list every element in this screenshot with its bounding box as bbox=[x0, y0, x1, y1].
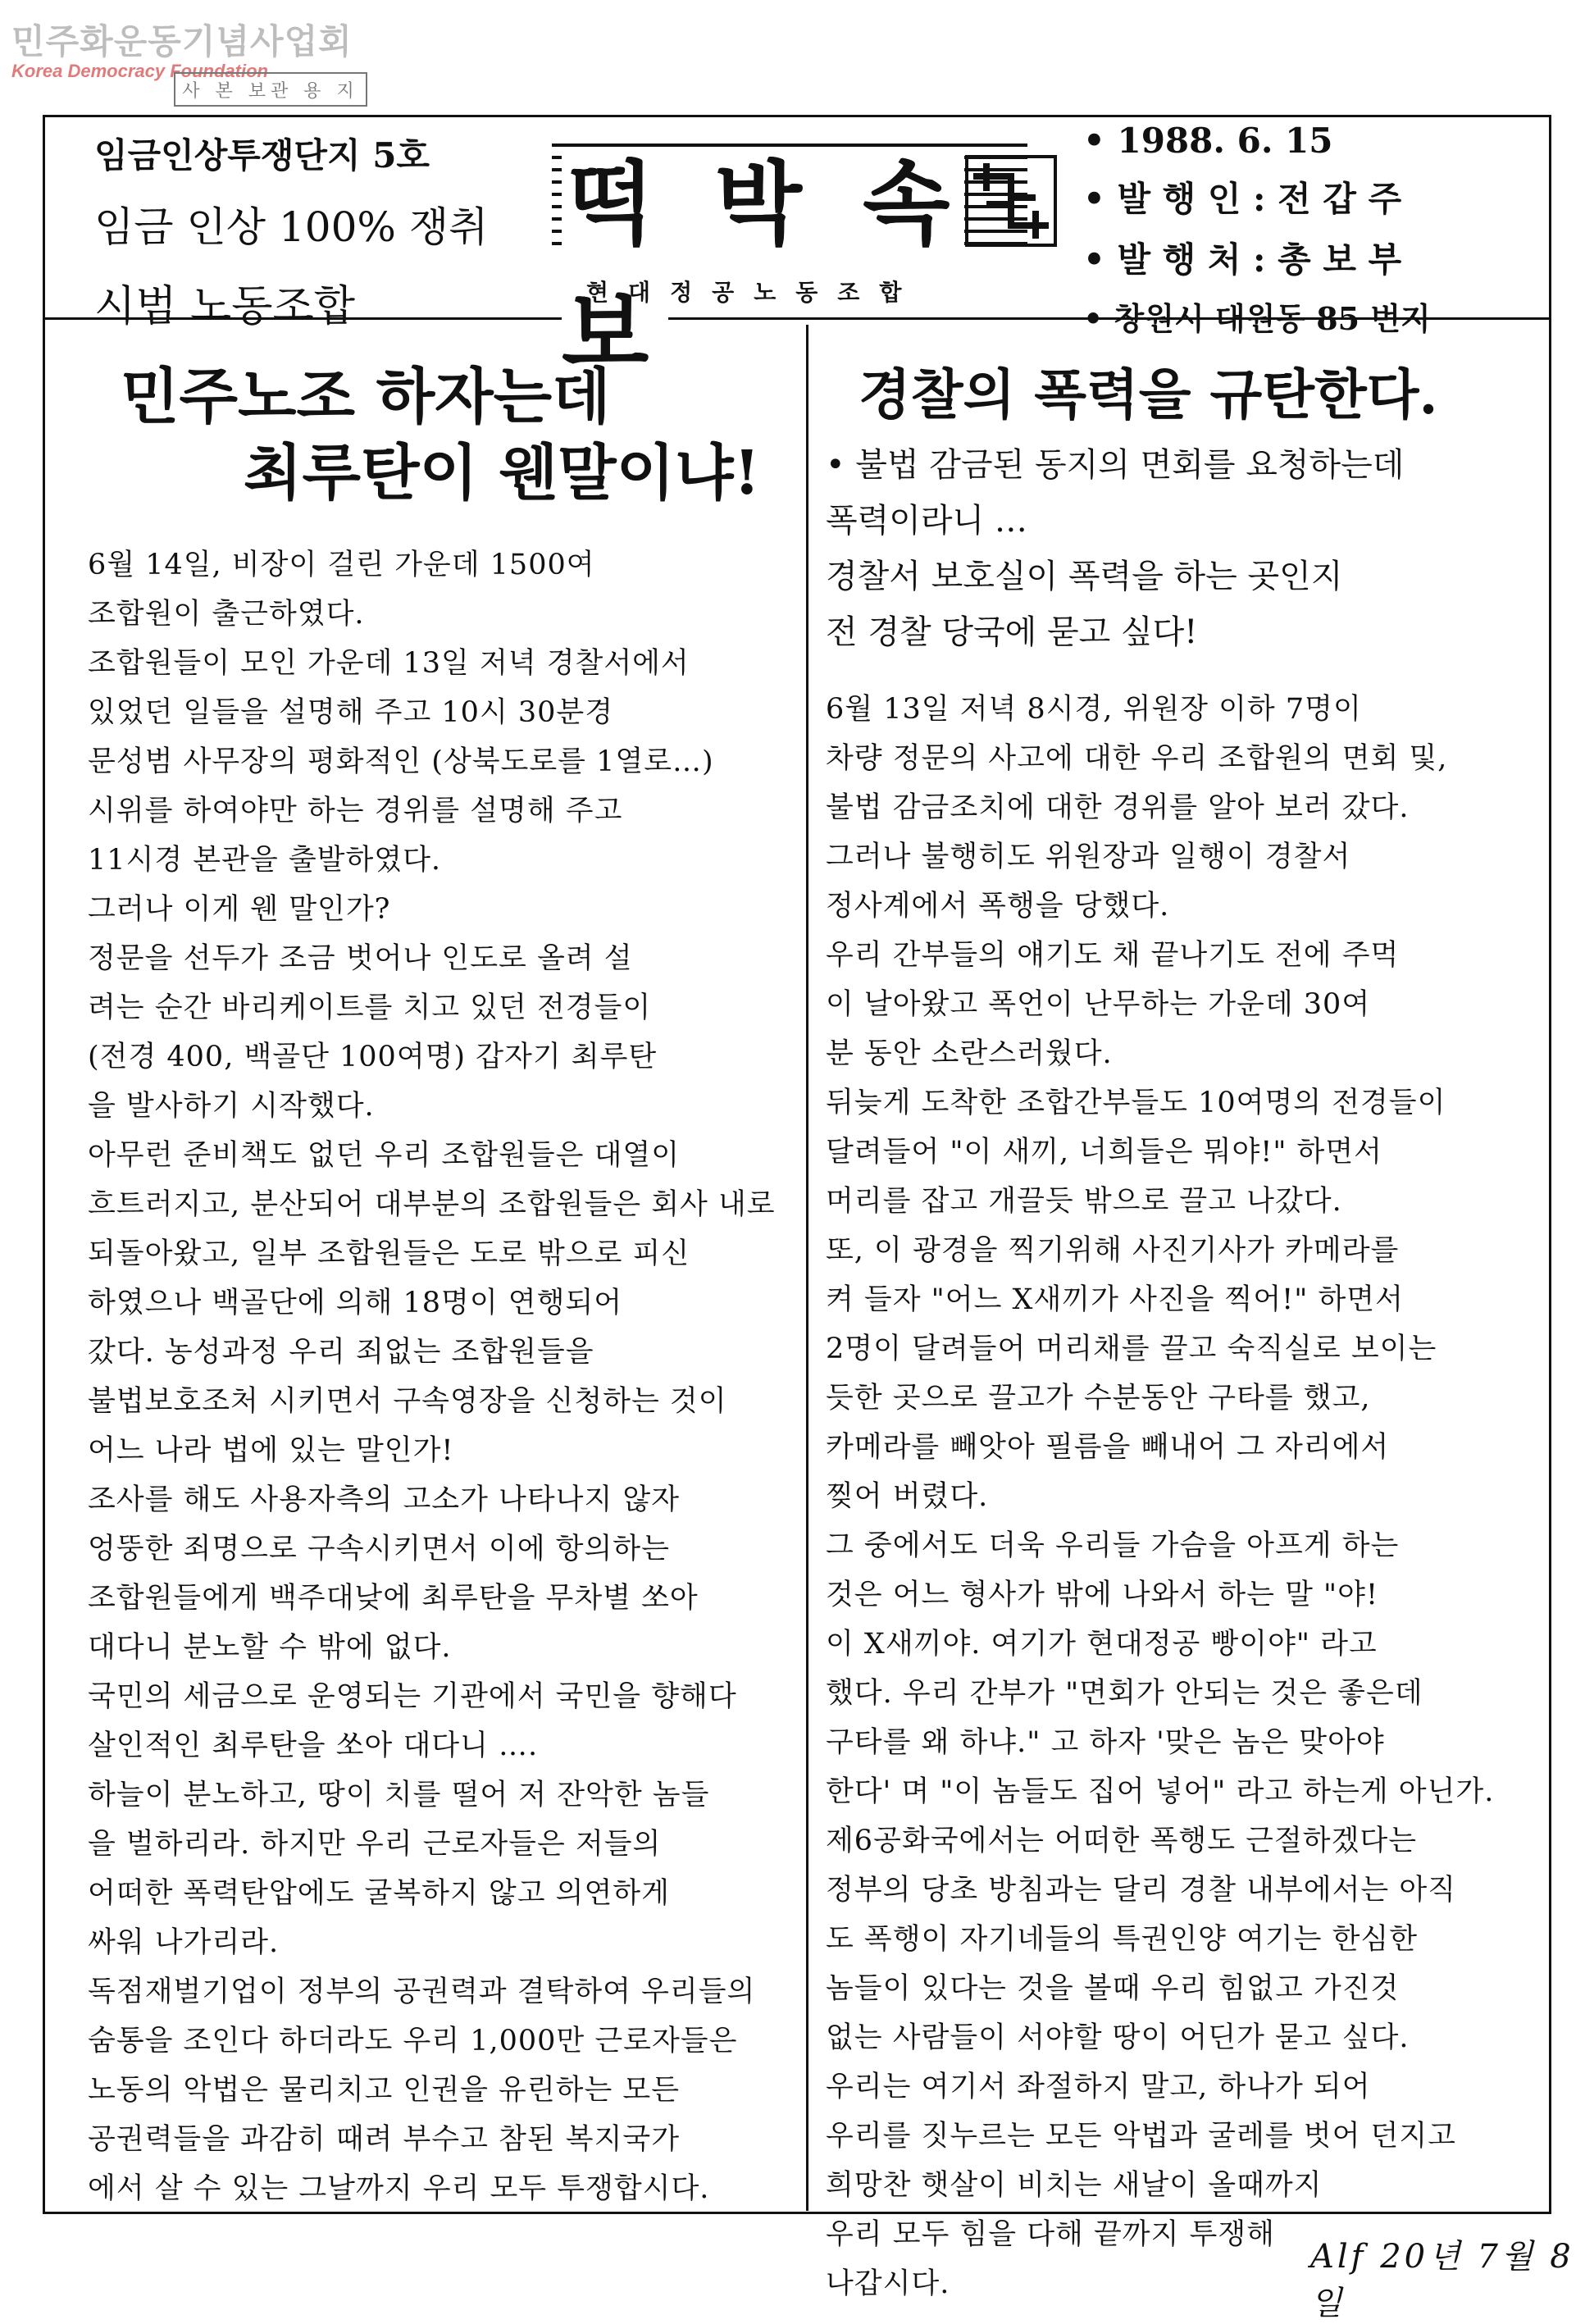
address: 창원시 대원동 85 번지 bbox=[1114, 300, 1431, 337]
publishing-office-row: • 발 행 처 : 총 보 부 bbox=[1083, 239, 1402, 280]
right-paragraph: 제6공화국에서는 어떠한 폭행도 근절하겠다는 정부의 당초 방침과는 달리 경찰 내부에서는 아직 도 폭행이 자기네들의 특권인양 여기는 한심한 놈들이 있다는 것을 볼때 우리 힘없고 가진것 없는 사람들이 서야할 땅이 어딘가 묻고 싶다. bbox=[826, 1825, 1456, 2054]
left-article bbox=[88, 359, 809, 2213]
left-headline-line1: 민주노조 하자는데 bbox=[121, 362, 611, 432]
right-paragraph: 또, 이 광경을 찍기위해 사진기사가 카메라를 켜 들자 "어느 X새끼가 사진을 찍어!" 하면서 2명이 달려들어 머리채를 끌고 숙직실로 보이는 듯한 곳으로 끌고가 수분동안 구타를 했고, 카메라를 빼앗아 필름을 빼내어 그 자리에서 찢어 버렸다. bbox=[826, 1234, 1437, 1513]
publisher: 발 행 인 : 전 갑 주 bbox=[1117, 179, 1402, 219]
right-headline: 경찰의 폭력을 규탄한다. bbox=[859, 362, 1438, 426]
right-subhead: • 불법 감금된 동지의 면회를 요청하는데 bbox=[826, 446, 1405, 484]
linked-hands-logo-icon bbox=[962, 152, 1060, 250]
archive-stamp: 사 본 보관 용 지 bbox=[174, 72, 367, 107]
publisher-row: • 발 행 인 : 전 갑 주 bbox=[1083, 179, 1402, 219]
right-paragraph: 뒤늦게 도착한 조합간부들도 10여명의 전경들이 달려들어 "이 새끼, 너희들은 뭐야!" 하면서 머리를 잡고 개끌듯 밖으로 끌고 나갔다. bbox=[826, 1087, 1446, 1218]
right-subhead: 전 경찰 당국에 묻고 싶다! bbox=[826, 613, 1198, 651]
right-paragraph: 6월 13일 저녁 8시경, 위원장 이하 7명이 차량 정문의 사고에 대한 우리 조합원의 면회 및, 불법 감금조치에 대한 경위를 알아 보러 갔다. 그러나 불행히도 위원장과 일행이 경찰서 정사계에서 폭행을 당했다. bbox=[826, 693, 1448, 923]
masthead-left bbox=[94, 129, 553, 333]
handwritten-signature: Alf 20년 7월 8일 bbox=[1310, 2238, 1574, 2322]
left-paragraph: 조사를 해도 사용자측의 고소가 나타나지 않자 엉뚱한 죄명으로 구속시키면서 이에 항의하는 조합원들에게 백주대낮에 최루탄을 무차별 쏘아 대다니 분노할 수 밖에 없다. bbox=[88, 1483, 699, 1664]
right-subhead: 폭력이라니 … bbox=[826, 502, 1027, 540]
left-paragraph: 조합원들이 모인 가운데 13일 저녁 경찰서에서 있었던 일들을 설명해 주고 10시 30분경 문성범 사무장의 평화적인 (상북도로를 1열로…) 시위를 하여야만 하는 경위를 설명해 주고 11시경 본관을 출발하였다. bbox=[88, 647, 714, 877]
left-paragraph: 국민의 세금으로 운영되는 기관에서 국민을 향해다 살인적인 최루탄을 쏘아 대다니 …. bbox=[88, 1680, 737, 1762]
masthead-slogan: 임금 인상 100% 쟁취 bbox=[94, 203, 489, 251]
right-paragraph: 우리 간부들의 얘기도 채 끝나기도 전에 주먹 이 날아왔고 폭언이 난무하는 가운데 30여 분 동안 소란스러웠다. bbox=[826, 939, 1400, 1070]
issue-date-row: • 1988. 6. 15 bbox=[1083, 121, 1333, 161]
right-paragraph: 우리는 여기서 좌절하지 말고, 하나가 되어 우리를 짓누르는 모든 악법과 굴레를 벗어 던지고 희망찬 햇살이 비치는 새날이 올때까지 우리 모두 힘을 다해 끝까지 투쟁해 나갑시다. bbox=[826, 2071, 1456, 2300]
masthead-union-name: 시범 노동조합 bbox=[94, 282, 355, 331]
masthead bbox=[43, 115, 1551, 386]
left-paragraph: 아무런 준비책도 없던 우리 조합원들은 대열이 흐트러지고, 분산되어 대부분의 조합원들은 회사 내로 되돌아왔고, 일부 조합원들은 도로 밖으로 피신 하였으나 백골단에 의해 18명이 연행되어 갔다. 농성과정 우리 죄없는 조합원들을 불법보호조처 시키면서 구속영장을 신청하는 것이 어느 나라 법에 있는 말인가! bbox=[88, 1139, 776, 1467]
right-article bbox=[826, 351, 1539, 2308]
right-subhead: 경찰서 보호실이 폭력을 하는 곳인지 bbox=[826, 558, 1343, 595]
masthead-subtitle: 임금인상투쟁단지 5호 bbox=[94, 135, 430, 175]
publishing-office: 발 행 처 : 총 보 부 bbox=[1117, 239, 1402, 280]
left-paragraph: 하늘이 분노하고, 땅이 치를 떨어 저 잔악한 놈들 을 벌하리라. 하지만 우리 근로자들은 저들의 어떠한 폭력탄압에도 굴복하지 않고 의연하게 싸워 나가리라. bbox=[88, 1779, 710, 1959]
watermark-korean: 민주화운동기념사업회 bbox=[11, 21, 353, 62]
newsletter-title-text: 떡 박 속 보 bbox=[562, 151, 965, 386]
masthead-info bbox=[1083, 121, 1542, 350]
left-paragraph: 독점재벌기업이 정부의 공권력과 결탁하여 우리들의 숨통을 조인다 하더라도 우리 1,000만 근로자들은 노동의 악법은 물리치고 인권을 유린하는 모든 공권력들을 과감히 때려 부수고 참된 복지국가 에서 살 수 있는 그날까지 우리 모두 투쟁합시다. bbox=[88, 1975, 756, 2205]
right-paragraph: 그 중에서도 더욱 우리들 가슴을 아프게 하는 것은 어느 형사가 밖에 나와서 하는 말 "야! 이 X새끼야. 여기가 현대정공 빵이야" 라고 했다. 우리 간부가 "면회가 안되는 것은 좋은데 구타를 왜 하냐." 고 하자 '맞은 놈은 맞아야 한다' 며 "이 놈들도 집어 넣어" 라고 하는게 아닌가. bbox=[826, 1529, 1495, 1808]
watermark-english: Korea Democracy Foundation bbox=[11, 61, 268, 81]
left-paragraph: 6월 14일, 비장이 걸린 가운데 1500여 조합원이 출근하였다. bbox=[88, 549, 595, 631]
left-paragraph: 그러나 이게 웬 말인가? 정문을 선두가 조금 벗어나 인도로 올려 설 려는 순간 바리케이트를 치고 있던 전경들이 (전경 400, 백골단 100여명) 갑자기 최루탄 을 발사하기 시작했다. bbox=[88, 893, 658, 1123]
masthead-title-block bbox=[537, 125, 1029, 386]
newsletter-issuer: 현대정공노동조합 bbox=[586, 279, 922, 306]
issue-date: 1988. 6. 15 bbox=[1117, 121, 1333, 161]
left-headline-line2: 최루탄이 웬말이냐! bbox=[244, 437, 761, 508]
address-row: • 창원시 대원동 85 번지 bbox=[1083, 300, 1431, 337]
